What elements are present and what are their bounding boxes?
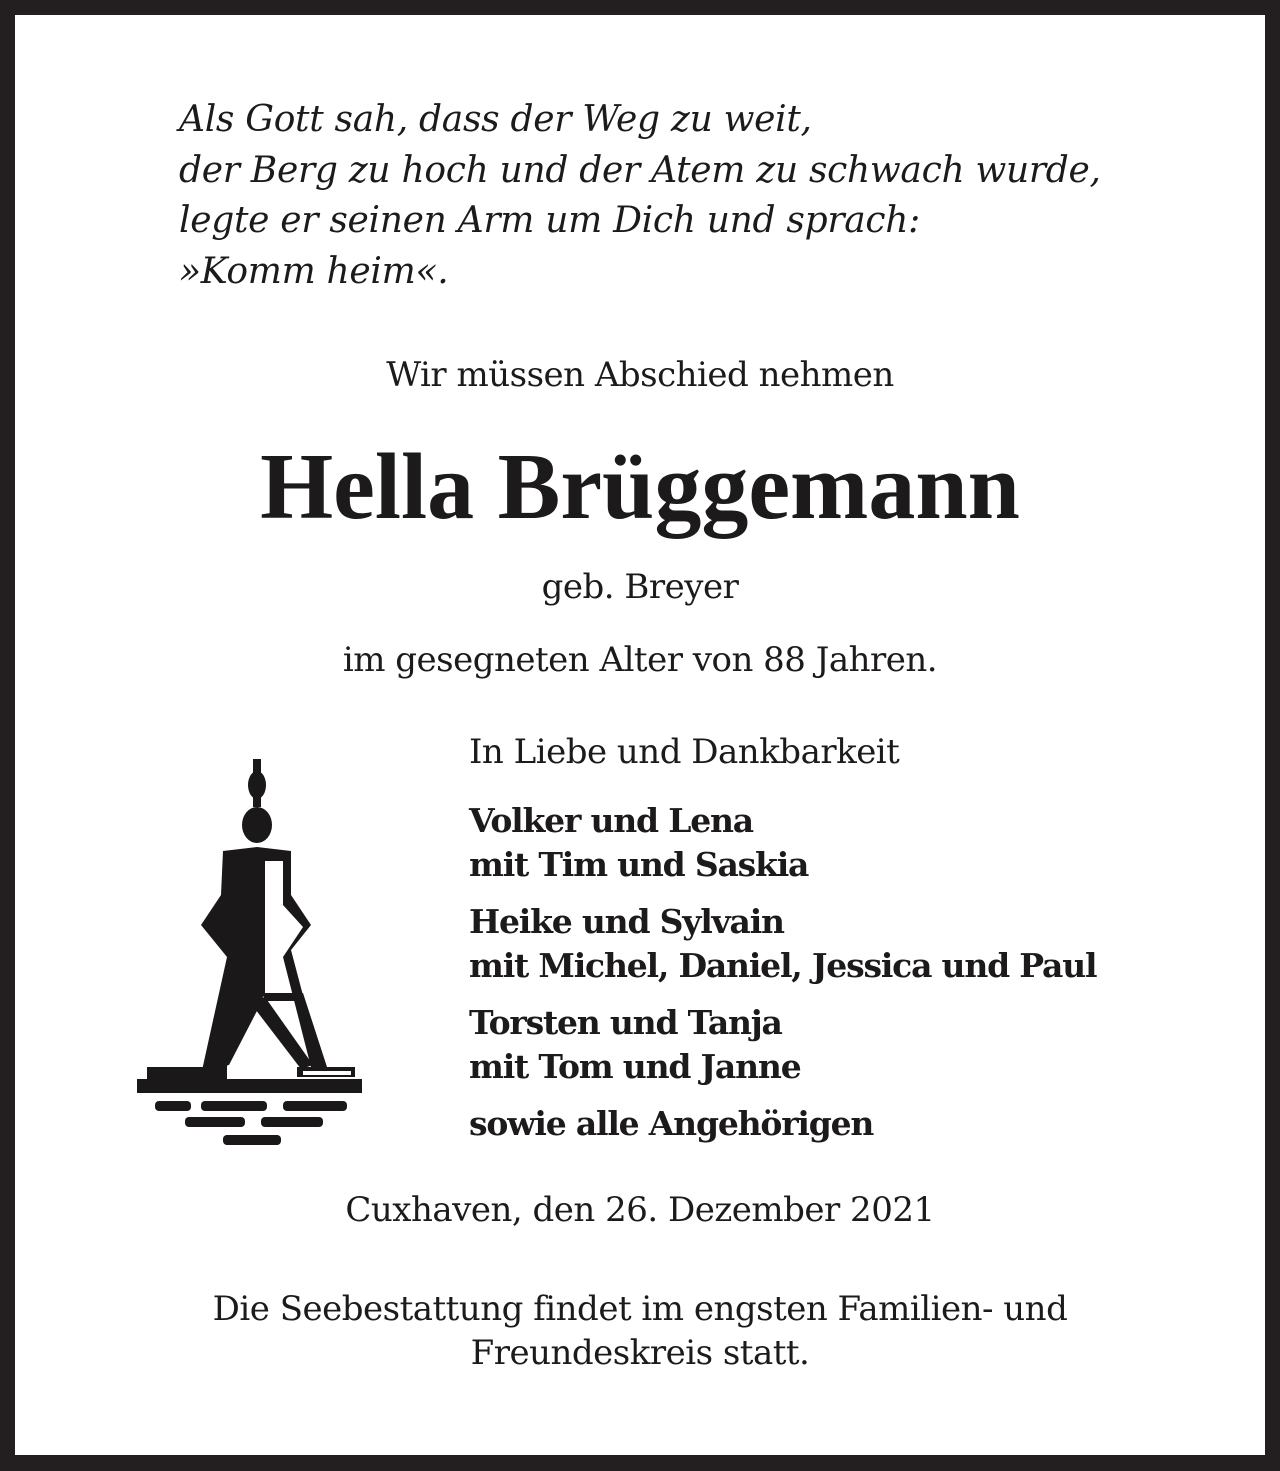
family-group	[469, 1102, 1096, 1146]
family-group	[469, 900, 1096, 988]
poem-line: legte er seinen Arm um Dich und sprach:	[179, 200, 920, 241]
birth-name: geb. Breyer	[541, 567, 739, 607]
family-group	[469, 799, 1096, 887]
family-line: mit Tim und Saskia	[469, 845, 809, 884]
family-line: sowie alle Angehörigen	[469, 1104, 874, 1143]
family-list	[469, 799, 1096, 1159]
family-line: Volker und Lena	[469, 801, 753, 840]
family-group	[469, 1001, 1096, 1089]
family-line: mit Michel, Daniel, Jessica und Paul	[469, 946, 1097, 985]
family-line: Torsten und Tanja	[469, 1003, 782, 1042]
poem-line: Als Gott sah, dass der Weg zu weit,	[179, 99, 812, 140]
poem	[179, 95, 1101, 297]
family-line: Heike und Sylvain	[469, 902, 784, 941]
kugelbake-beacon-icon	[127, 745, 367, 1150]
family-line: mit Tom und Janne	[469, 1047, 801, 1086]
deceased-name: Hella Brüggemann	[260, 435, 1020, 539]
age-line: im gesegneten Alter von 88 Jahren.	[342, 640, 938, 680]
poem-line: »Komm heim«.	[179, 250, 449, 292]
obituary-notice	[15, 15, 1265, 1455]
burial-note-line: Die Seebestattung findet im engsten Familien- und	[212, 1289, 1068, 1329]
poem-line: der Berg zu hoch und der Atem zu schwach wurde,	[179, 149, 1101, 191]
thanks-line: In Liebe und Dankbarkeit	[469, 732, 900, 772]
burial-note-line: Freundeskreis statt.	[470, 1333, 810, 1373]
burial-note	[15, 1287, 1265, 1375]
place-date: Cuxhaven, den 26. Dezember 2021	[345, 1190, 935, 1230]
intro-text: Wir müssen Abschied nehmen	[386, 355, 894, 395]
